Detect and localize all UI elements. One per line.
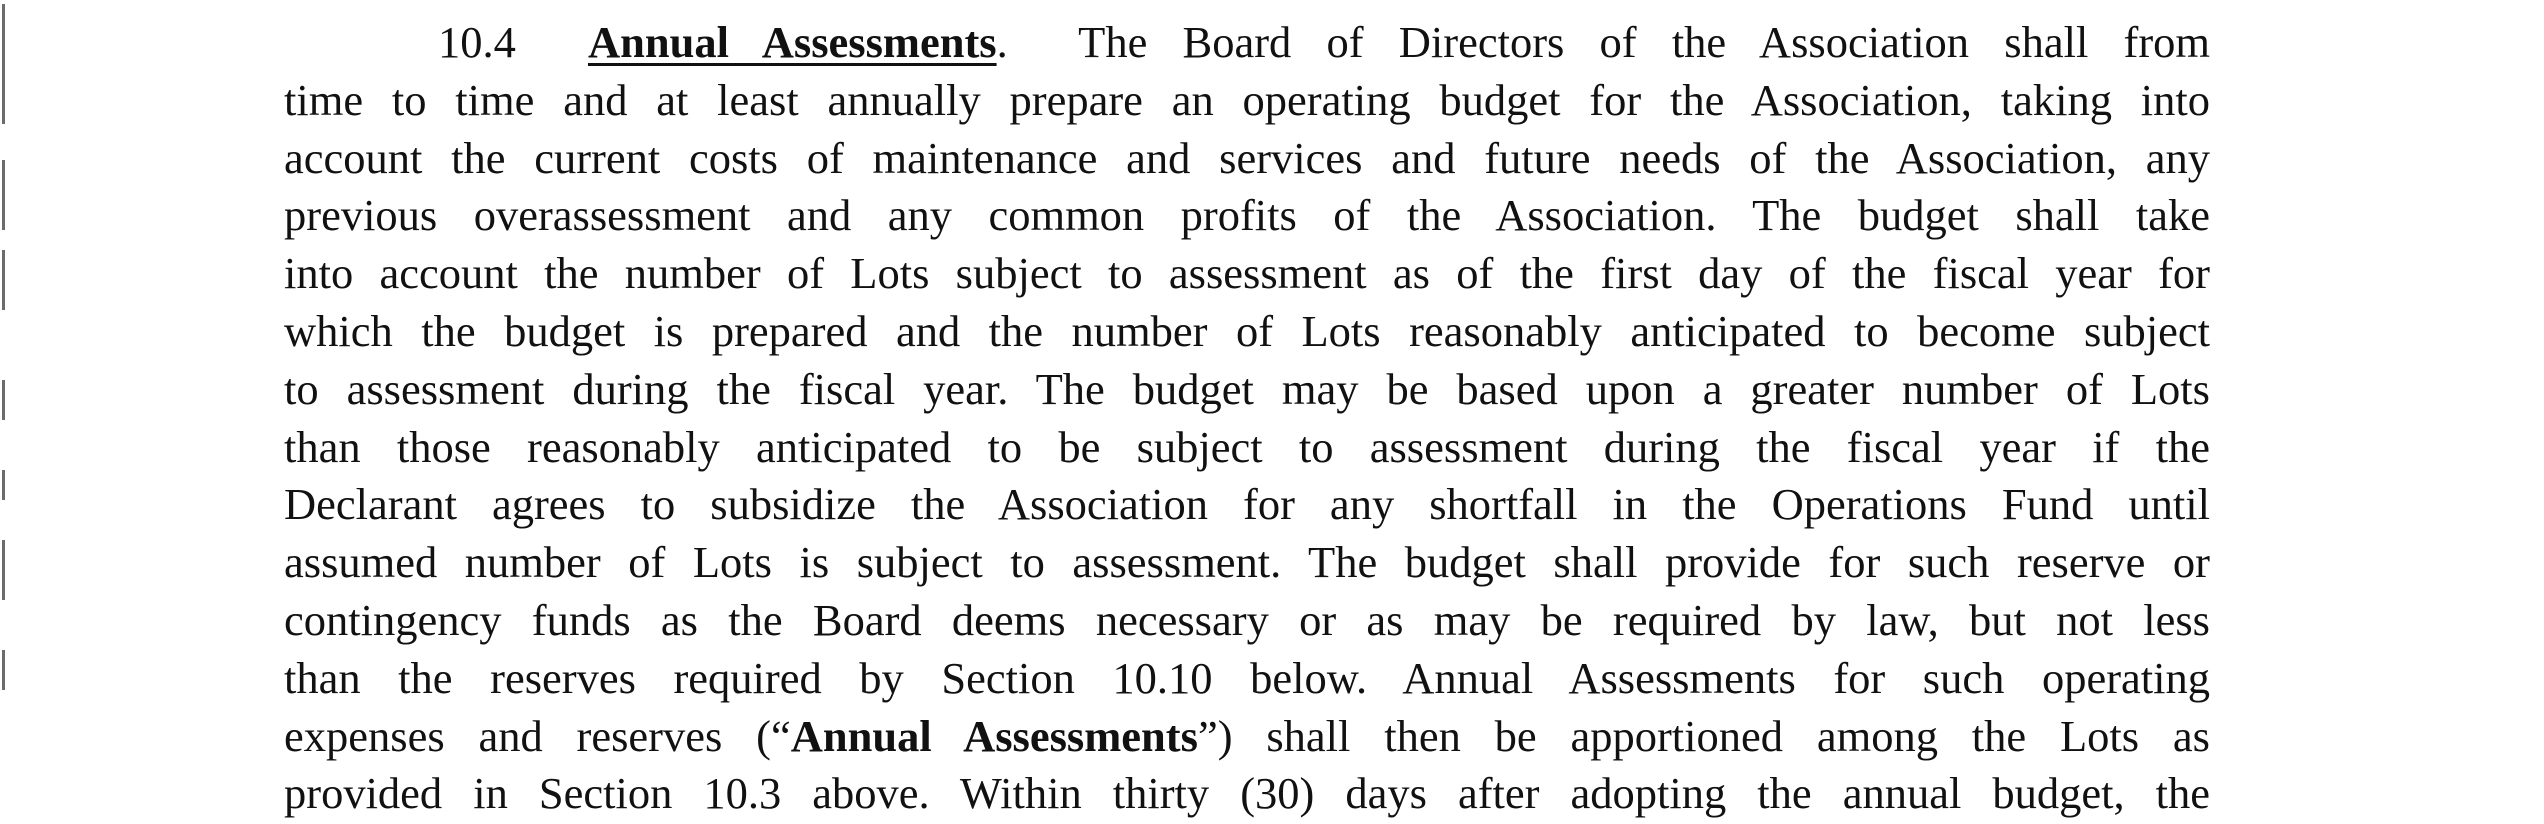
paragraph-line: which the budget is prepared and the number of Lots reasonably anticipated to become subject — [284, 305, 2210, 356]
paragraph-line: into account the number of Lots subject to assessment as of the first day of the fiscal year for — [284, 248, 2210, 299]
scan-mark — [2, 650, 5, 690]
scan-mark — [2, 540, 5, 600]
scan-mark — [2, 470, 5, 500]
paragraph-line: than the reserves required by Section 10.10 below. Annual Assessments for such operating — [284, 652, 2210, 703]
scan-mark — [2, 250, 5, 310]
paragraph-line: previous overassessment and any common profits of the Association. The budget shall take — [284, 190, 2210, 241]
line-text: ”) shall then be apportioned among the Lots as — [1197, 710, 2210, 761]
scan-mark — [2, 4, 5, 124]
paragraph-line — [284, 708, 2210, 766]
section-heading: Annual Assessments — [588, 17, 997, 67]
paragraph-line: contingency funds as the Board deems necessary or as may be required by law, but not less — [284, 594, 2210, 645]
paragraph-line: account the current costs of maintenance and services and future needs of the Association, any — [284, 132, 2210, 183]
scan-edge-marks — [0, 0, 8, 824]
defined-term: Annual Assessments — [790, 710, 1198, 761]
scan-mark — [2, 380, 5, 420]
paragraph-line: provided in Section 10.3 above. Within thirty (30) days after adopting the annual budget, the — [284, 768, 2210, 819]
line-text: expenses and reserves (“ — [284, 710, 791, 761]
paragraph-line: Declarant agrees to subsidize the Association for any shortfall in the Operations Fund until — [284, 479, 2210, 530]
paragraph-line: than those reasonably anticipated to be subject to assessment during the fiscal year if the — [284, 421, 2210, 472]
section-number: 10.4 — [438, 17, 516, 67]
first-line-text: The Board of Directors of the Association shall from — [1078, 17, 2211, 67]
paragraph-line: to assessment during the fiscal year. The budget may be based upon a greater number of Lots — [284, 363, 2210, 414]
paragraph-line: time to time and at least annually prepare an operating budget for the Association, taking into — [284, 74, 2210, 125]
heading-period: . — [996, 17, 1008, 67]
section-paragraph — [284, 14, 2210, 823]
scan-mark — [2, 160, 5, 230]
paragraph-line — [284, 14, 2210, 72]
paragraph-line: assumed number of Lots is subject to assessment. The budget shall provide for such reserve or — [284, 537, 2210, 588]
